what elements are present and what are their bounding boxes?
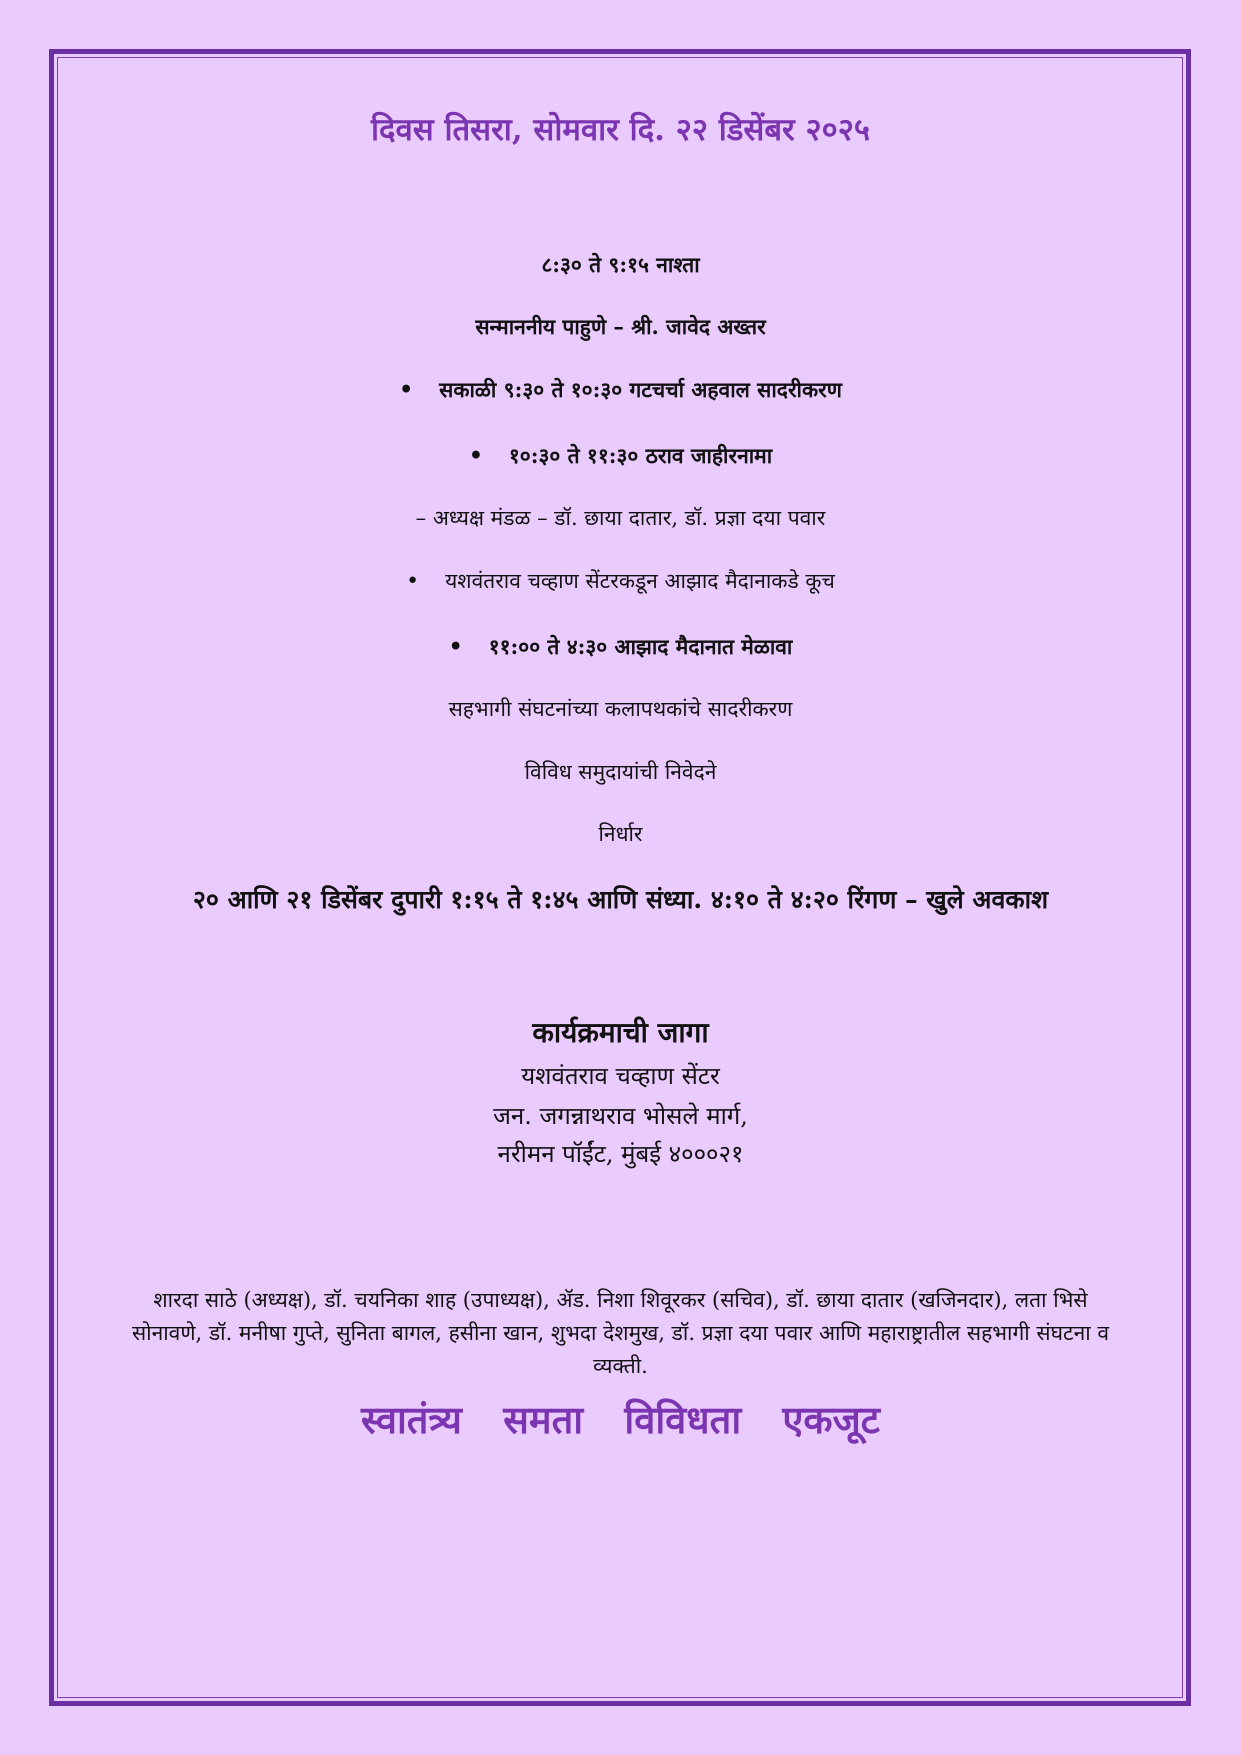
organizers-list: शारदा साठे (अध्यक्ष), डॉ. चयनिका शाह (उपाध्यक्ष), ॲड. निशा शिवूरकर (सचिव), डॉ. छाया दातार (खजिनदार), लता भिसे सोनावणे, डॉ. मनीषा गुप्ते, सुनिता बागल, हसीना खान, शुभदा देशमुख, डॉ. प्रज्ञा दया पवार आणि महाराष्ट्रातील सहभागी संघटना व व्यक्ती.: [131, 1288, 1110, 1378]
breakfast-line: ८:३० ते ९:१५ नाश्ता: [541, 252, 700, 277]
slogan-word: समता: [503, 1398, 584, 1442]
venue-title: कार्यक्रमाची जागा: [532, 1016, 709, 1049]
ringan-note: २० आणि २१ डिसेंबर दुपारी १:१५ ते १:४५ आणि संध्या. ४:१० ते ४:२० रिंगण – खुले अवकाश: [192, 885, 1049, 914]
venue-line-1: यशवंतराव चव्हाण सेंटर: [521, 1062, 720, 1090]
bullet-icon: •: [399, 377, 414, 403]
slogan-word: विविधता: [624, 1398, 742, 1442]
bullet-item-march: [0, 567, 1241, 595]
day-heading: दिवस तिसरा, सोमवार दि. २२ डिसेंबर २०२५: [370, 112, 870, 148]
bullet-text: ११:०० ते ४:३० आझाद मैदानात मेळावा: [488, 634, 793, 659]
venue-line-2: जन. जगन्नाथराव भोसले मार्ग,: [493, 1102, 748, 1130]
page-border-inner: [57, 57, 1183, 1698]
performances-line: सहभागी संघटनांच्या कलापथकांचे सादरीकरण: [448, 697, 793, 721]
bullet-icon: •: [406, 569, 420, 594]
presidium-line: – अध्यक्ष मंडळ – डॉ. छाया दातार, डॉ. प्रज्ञा दया पवार: [415, 506, 826, 530]
slogan: [0, 1393, 1241, 1445]
bullet-text: १०:३० ते ११:३० ठराव जाहीरनामा: [508, 443, 773, 468]
statements-line: विविध समुदायांची निवेदने: [524, 760, 717, 784]
guest-line: सन्माननीय पाहुणे – श्री. जावेद अख्तर: [475, 314, 766, 339]
bullet-item-group-discussion: [0, 376, 1241, 404]
slogan-word: स्वातंत्र्य: [361, 1398, 462, 1442]
slogan-word: एकजूट: [782, 1398, 880, 1442]
bullet-text: यशवंतराव चव्हाण सेंटरकडून आझाद मैदानाकडे कूच: [445, 569, 835, 593]
bullet-icon: •: [448, 634, 463, 660]
bullet-item-resolution: [0, 442, 1241, 470]
bullet-item-rally: [0, 633, 1241, 661]
resolve-line: निर्धार: [598, 822, 643, 846]
venue-line-3: नरीमन पॉईंट, मुंबई ४०००२१: [497, 1140, 744, 1168]
bullet-icon: •: [468, 443, 483, 469]
bullet-text: सकाळी ९:३० ते १०:३० गटचर्चा अहवाल सादरीकरण: [439, 377, 842, 402]
